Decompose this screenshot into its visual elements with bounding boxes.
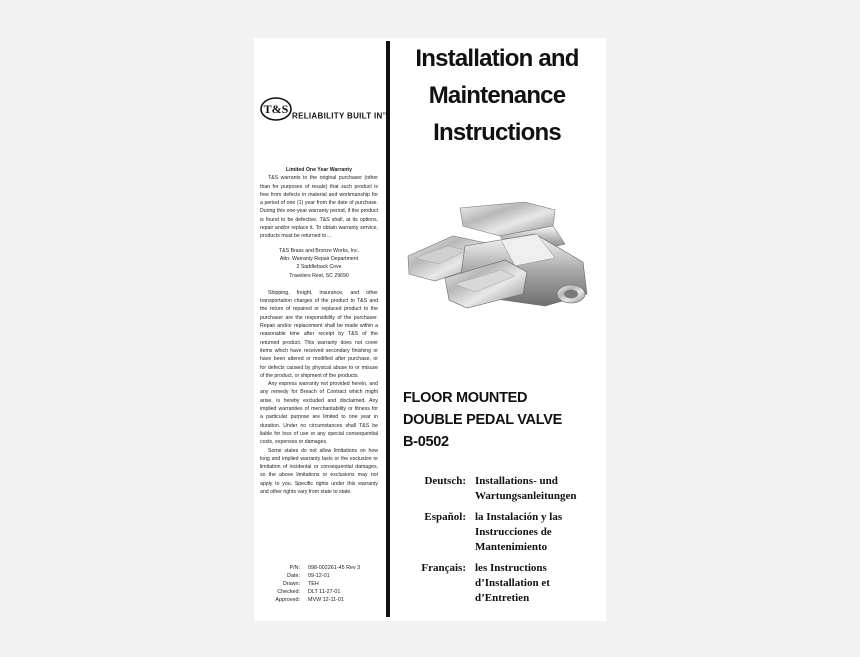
warranty-text	[260, 166, 378, 496]
language-list	[406, 474, 595, 612]
warranty-address: T&S Brass and Bronze Works, Inc. Attn: Warranty Repair Department 2 Saddleback Cove Travelers Rest, SC 29690	[278, 247, 360, 279]
warranty-paragraph-2: Shipping, freight, insurance, and other transportation charges of the product to T&S and the return of repaired or replaced product to the purchaser are the responsibility of the purchaser. Repair and/or replacement shall be made within a reasonable time after receipt by T&S of the returned product. This warranty does not cover items which have received secondary finishing or have been altered or modified after purchase, or for defects caused by physical abuse to or misuse of the product, or shipment of the products.	[260, 289, 378, 379]
part-info: P/N: 098-002261-45 Rev 3 Date: 09-12-01 Drawn: TEH Checked: DLT 11-27-01 Approved: MVW 12-11-01	[275, 565, 361, 603]
product-photo	[405, 196, 602, 316]
warranty-paragraph-1: T&S warrants to the original purchaser (other than for purposes of resale) that such product is free from defects in material and workmanship for a period of one (1) year from the date of purchase. During this one-year warranty period, if the product is found to be defective, T&S shall, at its options, repair and/or replace it. To obtain warranty service, products must be returned to…	[260, 175, 378, 240]
document-title: Installation and Maintenance Instructions	[415, 45, 579, 146]
product-name: FLOOR MOUNTED DOUBLE PEDAL VALVE B-0502	[403, 390, 562, 450]
logo-mark: T&S	[263, 102, 289, 116]
language-item-deutsch: Deutsch: Installations- und Wartungsanleitungen	[424, 475, 577, 502]
language-item-espanol: Español: la Instalación y las Instrucciones de Mantenimiento	[424, 511, 563, 553]
warranty-heading: Limited One Year Warranty	[285, 167, 353, 173]
language-item-francais: Français: les Instructions d’Installation et d’Entretien	[421, 562, 550, 604]
warranty-paragraph-4: Some states do not allow limitations on how long and implied warranty lasts or the exclusion or limitation of incidental or consequential damages, so the above limitations or exclusions may not apply to you. Specific rights under this warranty and other rights vary from state to state.	[260, 447, 378, 495]
vertical-divider	[386, 41, 390, 617]
logo-tagline: RELIABILITY BUILT IN™	[292, 111, 389, 121]
warranty-paragraph-3: Any express warranty not provided herein, and any remedy for Breach of Contract which might arise, is hereby excluded and disclaimed. Any implied warranties of merchantability or fitness for a particular purpose are limited to one year in duration. Under no circumstances shall T&S be liable for loss of use or any special consequential costs, expenses or damages.	[260, 381, 378, 446]
